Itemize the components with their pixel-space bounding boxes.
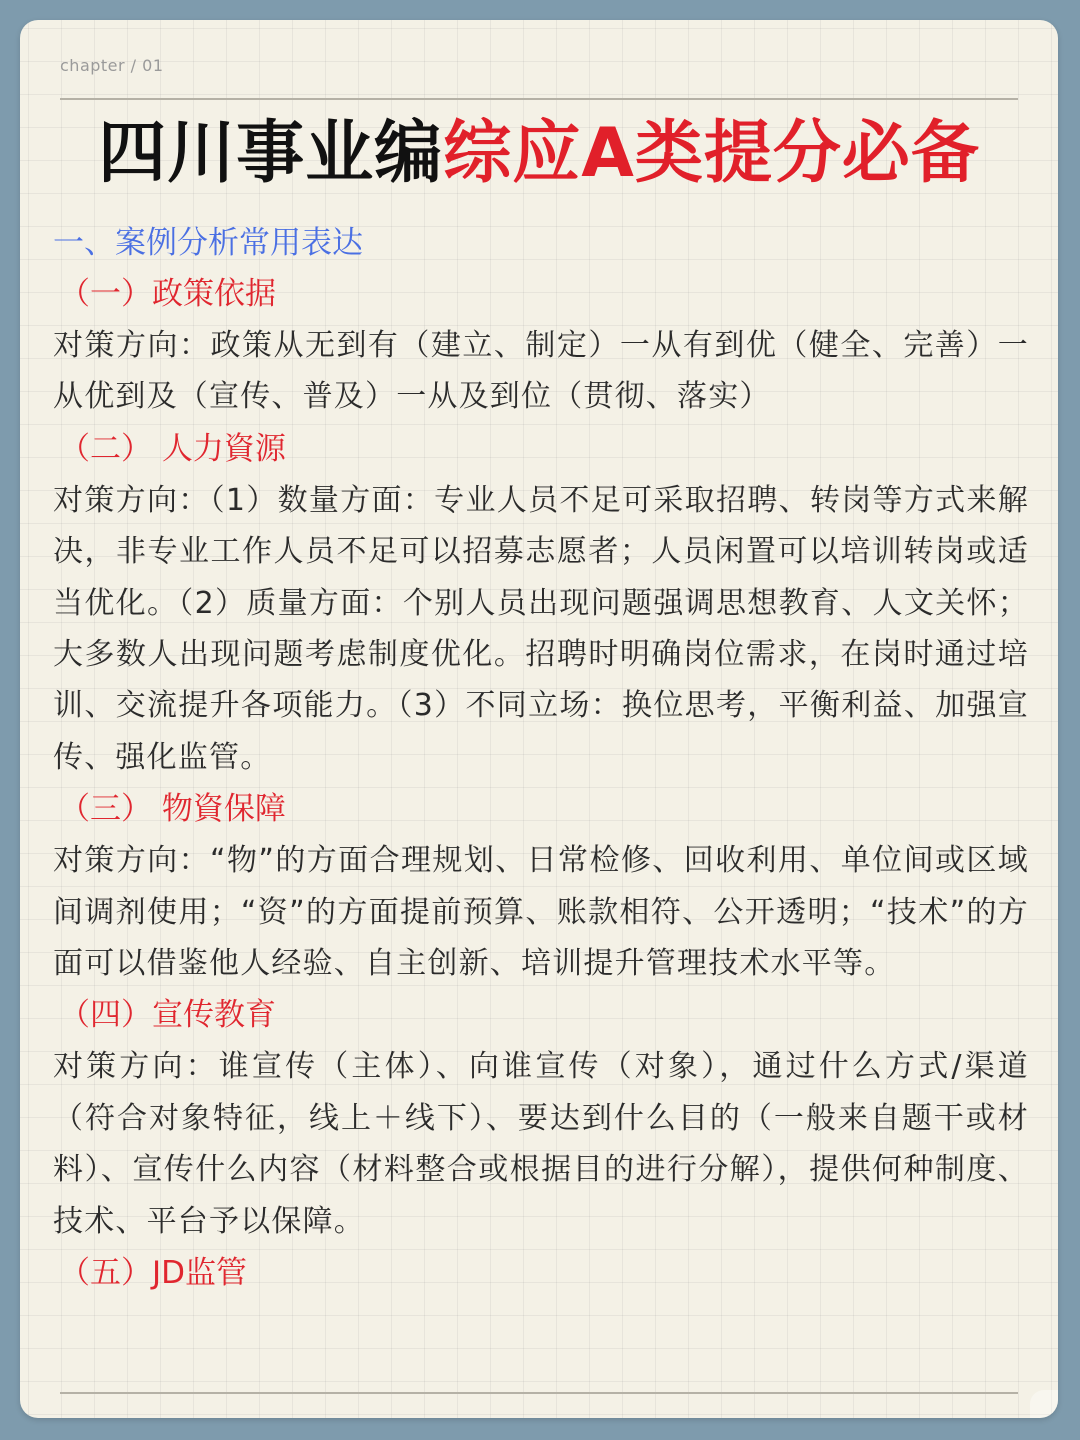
subsection-body-human-resources: 对策方向：（1）数量方面：专业人员不足可采取招聘、转岗等方式来解决，非专业工作人员不足可以招募志愿者；人员闲置可以培训转岗或适当优化。（2）质量方面：个别人员出现问题强调思想教育、人文关怀；大多数人出现问题考虑制度优化。招聘时明确岗位需求，在岗时通过培训、交流提升各项能力。（3）不同立场：换位思考，平衡利益、加强宣传、强化监管。 xyxy=(53,482,1029,775)
chapter-label: chapter / 01 xyxy=(60,56,164,75)
page-curl-corner xyxy=(1030,1390,1058,1418)
subsection-heading-supervision: （五）JD监管 xyxy=(59,1255,248,1292)
subsection-heading-materials: （三） 物資保障 xyxy=(59,791,286,828)
subsection-heading-policy: （一）政策依据 xyxy=(59,276,276,312)
subsection-heading-human-resources: （二） 人力資源 xyxy=(59,430,286,467)
top-divider xyxy=(60,98,1018,100)
subsection-body-publicity: 对策方向：谁宣传（主体）、向谁宣传（对象），通过什么方式/渠道（符合对象特征，线上＋线下）、要达到什么目的（一般来自题干或材料）、宣传什么内容（材料整合或根据目的进行分解），提供何种制度、技术、平台予以保障。 xyxy=(53,1049,1029,1239)
title-black-part: 四川事业编 xyxy=(98,114,444,193)
content-area xyxy=(53,218,1029,1299)
subsection-body-materials: 对策方向：“物”的方面合理规划、日常检修、回收利用、单位间或区域间调剂使用；“资”的方面提前预算、账款相符、公开透明；“技术”的方面可以借鉴他人经验、自主创新、培训提升管理技术水平等。 xyxy=(53,843,1029,982)
subsection-body-policy: 对策方向：政策从无到有（建立、制定）一从有到优（健全、完善）一从优到及（宣传、普及）一从及到位（贯彻、落实） xyxy=(53,328,1029,415)
subsection-heading-publicity: （四）宣传教育 xyxy=(59,997,276,1034)
page-title xyxy=(20,112,1058,196)
title-red-part: 综应A类提分必备 xyxy=(443,114,980,193)
note-paper xyxy=(20,20,1058,1418)
bottom-divider xyxy=(60,1392,1018,1394)
section-heading: 一、案例分析常用表达 xyxy=(53,225,363,261)
